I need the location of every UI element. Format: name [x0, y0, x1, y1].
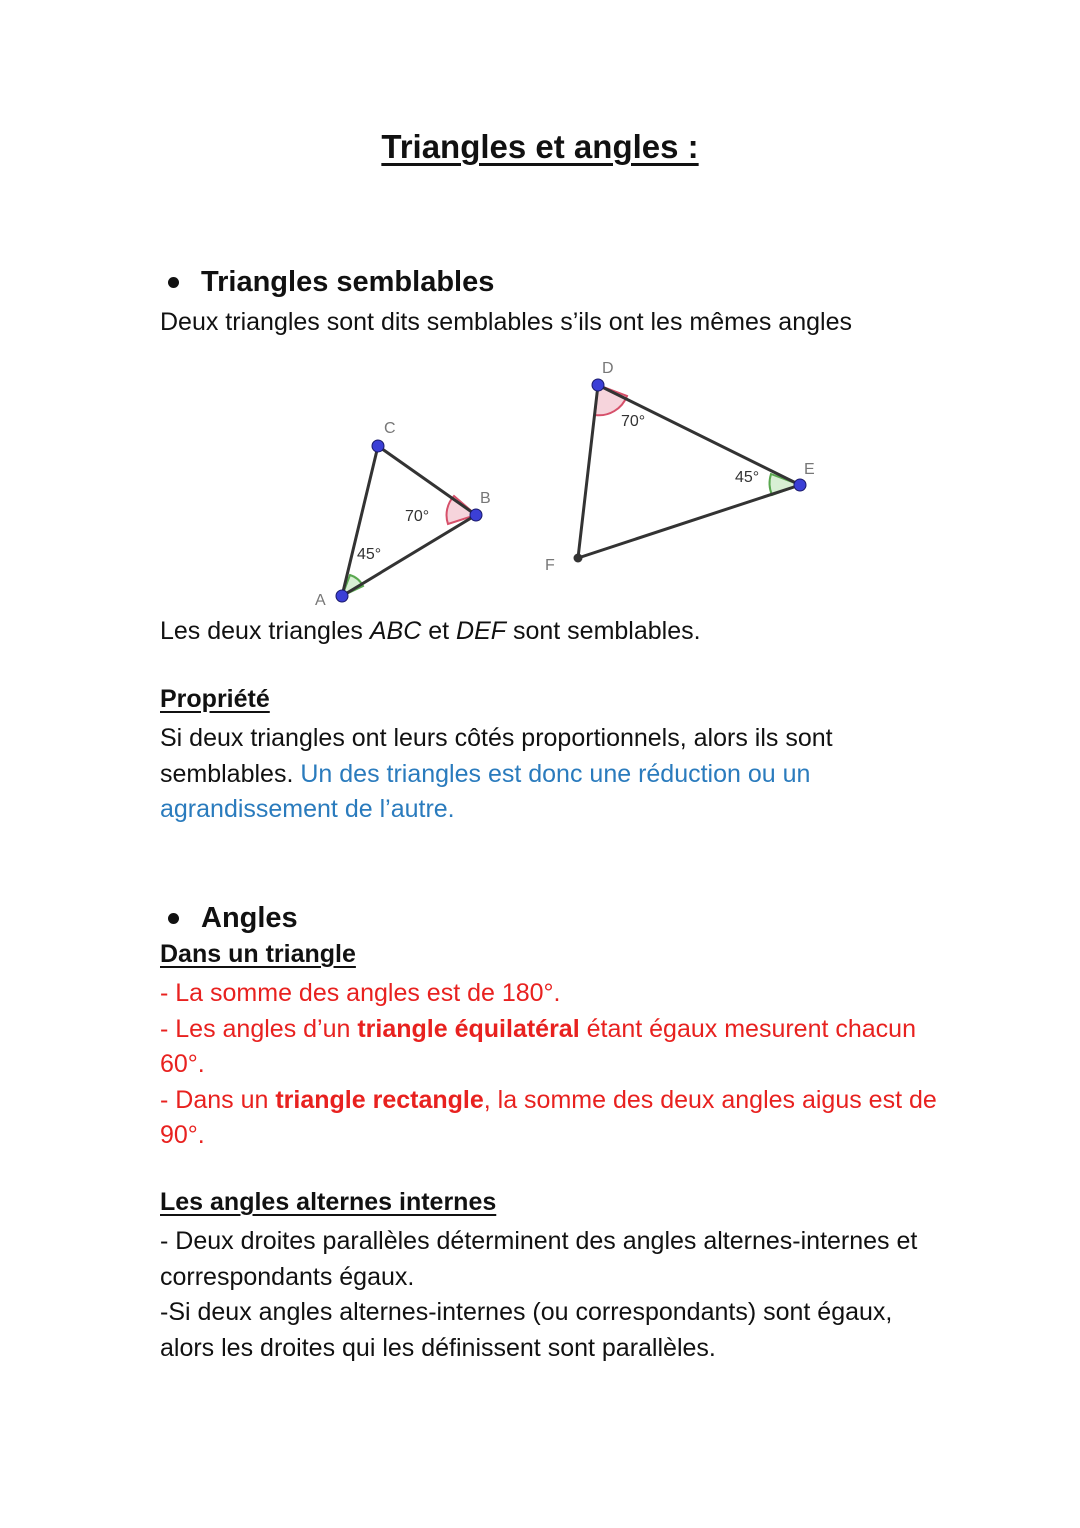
caption-post: sont semblables. [506, 617, 701, 645]
point-c [372, 440, 384, 452]
triangle-def [545, 360, 815, 574]
caption-mid: et [421, 617, 457, 645]
section-heading-text: Triangles semblables [201, 266, 495, 298]
angle-label-a: 45° [357, 546, 382, 563]
rule-equilateral [160, 1012, 960, 1083]
similar-triangles-figure [0, 0, 1080, 620]
property-text-blue: Un des triangles est donc une réduction ou un agrandissement de l’autre. [160, 759, 811, 823]
point-f [574, 554, 583, 563]
triangle-subheading: Dans un triangle [160, 940, 356, 968]
alternate-rule-1: - Deux droites parallèles déterminent des angles alternes-internes et correspondants égaux. [160, 1227, 918, 1291]
property-text [160, 721, 900, 828]
label-point-e: E [804, 461, 815, 478]
rule-right-post: , la somme des deux angles aigus est de 90°. [160, 1085, 937, 1149]
angle-arc-b [447, 496, 476, 524]
property-heading: Propriété [160, 685, 270, 713]
page-title: Triangles et angles : [381, 128, 699, 165]
rule-right-pre: - Dans un [160, 1085, 276, 1114]
point-e [794, 479, 806, 491]
caption-pre: Les deux triangles [160, 617, 370, 645]
rule-equilateral-post: étant égaux mesurent chacun 60°. [160, 1014, 916, 1078]
alternate-angles-subheading: Les angles alternes internes [160, 1188, 497, 1216]
caption-triangle-abc: ABC [369, 617, 422, 645]
label-point-c: C [384, 420, 396, 437]
bullet-icon [168, 913, 179, 924]
alternate-angles-text [160, 1224, 950, 1366]
rule-right-bold: triangle rectangle [275, 1085, 484, 1114]
label-point-d: D [602, 360, 614, 377]
angle-label-b: 70° [405, 508, 430, 525]
caption-triangle-def: DEF [456, 617, 507, 645]
property-text-black: Si deux triangles ont leurs côtés proportionnels, alors ils sont semblables. [160, 724, 833, 788]
figure-caption [160, 614, 980, 650]
rule-equilateral-bold: triangle équilatéral [357, 1014, 580, 1043]
angle-label-e: 45° [735, 469, 760, 486]
rule-right-triangle [160, 1083, 960, 1154]
point-d [592, 379, 604, 391]
definition-text: Deux triangles sont dits semblables s’ils ont les mêmes angles [160, 308, 852, 336]
triangle-abc [315, 420, 491, 609]
triangle-rules [160, 976, 960, 1154]
label-point-f: F [545, 557, 555, 574]
label-point-a: A [315, 592, 326, 609]
point-b [470, 509, 482, 521]
point-a [336, 590, 348, 602]
label-point-b: B [480, 490, 491, 507]
angle-label-d: 70° [621, 413, 646, 430]
section-heading-angles [160, 902, 298, 935]
rule-equilateral-pre: - Les angles d’un [160, 1014, 358, 1043]
section-heading-text: Angles [201, 902, 298, 934]
alternate-rule-2: -Si deux angles alternes-internes (ou correspondants) sont égaux, alors les droites qui les définissent sont parallèles. [160, 1298, 893, 1362]
rule-sum-180: - La somme des angles est de 180°. [160, 979, 561, 1007]
